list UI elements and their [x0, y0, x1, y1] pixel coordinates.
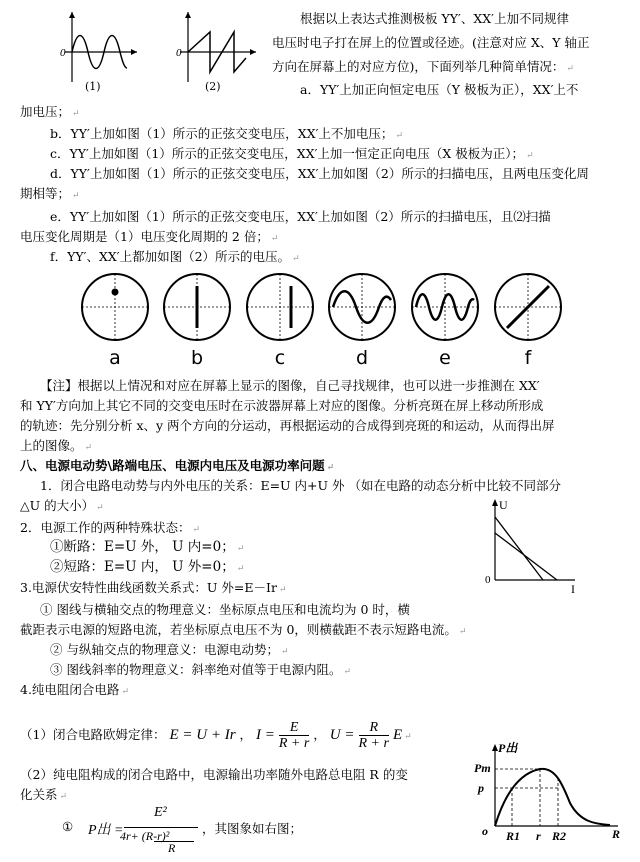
p3-1-line-1: ① 图线与横轴交点的物理意义：坐标原点电压和电流均为 0 时，横: [40, 602, 410, 617]
figure-1-caption: (1): [85, 80, 101, 93]
p3-1-line-2: 截距表示电源的短路电流，若坐标原点电压不为 0，则横截距不表示短路电流。 ↵: [20, 622, 467, 637]
screen-f: [493, 272, 563, 342]
intro-line-3: 方向在屏幕上的对应方位)，下面列举几种简单情况： ↵: [272, 59, 574, 74]
p2-a: ①断路：E=U 外， U 内=0； ↵: [50, 539, 245, 555]
screen-a: [80, 272, 150, 342]
fig2-origin: 0: [176, 47, 182, 59]
screen-label-e: e: [439, 347, 451, 369]
screen-c: [245, 272, 315, 342]
screen-label-f: f: [524, 347, 532, 369]
fig1-origin: 0: [60, 47, 66, 59]
intro-line-2: 电压时电子打在屏上的位置或径迹。(注意对应 X、Y 轴正: [272, 35, 590, 50]
pg-x-r2: R2: [552, 829, 567, 843]
pg-x-r1: R1: [506, 829, 521, 843]
ui-y-label: U: [499, 498, 508, 512]
p1-line-1: 1．闭合电路电动势与内外电压的关系：E=U 内+U 外 （如在电路的动态分析中比较不同部分: [40, 478, 562, 493]
screen-b: [162, 272, 232, 342]
screen-e: [410, 272, 480, 342]
ui-origin: 0: [485, 574, 491, 586]
case-d-line-2: 期相等； ↵: [20, 186, 80, 201]
p4-1-ohm-law: （1）闭合电路欧姆定律： E = U + Ir ， I = $\frac{E}{R + r}$ ， U = $\frac{R}{R + r}$ E ↵: [20, 720, 412, 751]
pg-y-label: P出: [498, 741, 518, 755]
section-title: 八、电源电动势\路端电压、电源内电压及电源功率问题 ↵: [20, 458, 335, 473]
case-a-line-2: 加电压； ↵: [20, 104, 80, 119]
case-c: c．YY′上加如图（1）所示的正弦交变电压，XX′上加一恒定正向电压（X 极板为正）； ↵: [50, 146, 534, 161]
note-line-4: 上的图像。 ↵: [20, 438, 93, 453]
p1-line-2: △U 的大小） ↵: [20, 498, 104, 513]
case-e-line-1: e．YY′上加如图（1）所示的正弦交变电压，XX′上加如图（2）所示的扫描电压，且⑵扫描: [50, 209, 551, 224]
pg-x-r: r: [536, 829, 541, 843]
figure-1-sine: [55, 10, 145, 90]
p3-2: ② 与纵轴交点的物理意义：电源电动势； ↵: [50, 642, 289, 657]
figure-2-caption: (2): [205, 80, 221, 93]
pg-pm-label: Pm: [474, 761, 491, 775]
pg-p-label: p: [478, 781, 484, 795]
intro-line-1: 根据以上表达式推测极板 YY′、XX′上加不同规律: [300, 11, 569, 26]
p3-3: ③ 图线斜率的物理意义：斜率绝对值等于电源内阻。 ↵: [50, 662, 352, 677]
p3: 3.电源伏安特性曲线函数关系式：U 外=E－Ir ↵: [20, 580, 287, 595]
p4-2-line-1: （2）纯电阻构成的闭合电路中，电源输出功率随外电路总电阻 R 的变: [20, 767, 408, 782]
ui-x-label: I: [571, 582, 575, 596]
case-a-line-1: a．YY′上加正向恒定电压（Y 极板为正），XX′上不: [300, 82, 579, 97]
screen-d: [327, 272, 397, 342]
case-e-line-2: 电压变化周期是（1）电压变化周期的 2 倍； ↵: [20, 229, 279, 244]
screen-label-a: a: [109, 347, 121, 369]
pg-origin: o: [482, 824, 488, 838]
case-d-line-1: d．YY′上加如图（1）所示的正弦交变电压，XX′上加如图（2）所示的扫描电压，且两电压变化周: [50, 166, 589, 181]
case-f: f．YY′、XX′上都加如图（2）所示的电压。 ↵: [50, 249, 300, 264]
case-b: b．YY′上加如图（1）所示的正弦交变电压，XX′上不加电压； ↵: [50, 126, 403, 141]
screen-label-b: b: [190, 347, 204, 369]
screen-label-d: d: [355, 347, 369, 369]
figure-2-sawtooth: [172, 10, 262, 90]
note-line-2: 和 YY′方向加上其它不同的交变电压时在示波器屏幕上对应的图像。分析亮斑在屏上移动所形成: [20, 398, 544, 413]
p4: 4.纯电阻闭合电路 ↵: [20, 682, 129, 697]
note-line-1: 【注】根据以上情况和对应在屏幕上显示的图像，自己寻找规律，也可以进一步推测在 XX′: [40, 378, 540, 393]
p2-b: ②短路：E=U 内， U 外=0； ↵: [50, 559, 245, 575]
p2: 2．电源工作的两种特殊状态： ↵: [20, 520, 201, 535]
p4-2-line-2: 化关系 ↵: [20, 787, 68, 802]
screen-label-c: c: [274, 347, 286, 369]
note-line-3: 的轨迹：先分别分析 x、y 两个方向的分运动，再根据运动的合成得到亮斑的和运动，从而得出屏: [20, 418, 555, 433]
ui-graph: [475, 495, 585, 600]
power-graph: [470, 738, 630, 848]
pg-x-R: R: [612, 827, 621, 841]
